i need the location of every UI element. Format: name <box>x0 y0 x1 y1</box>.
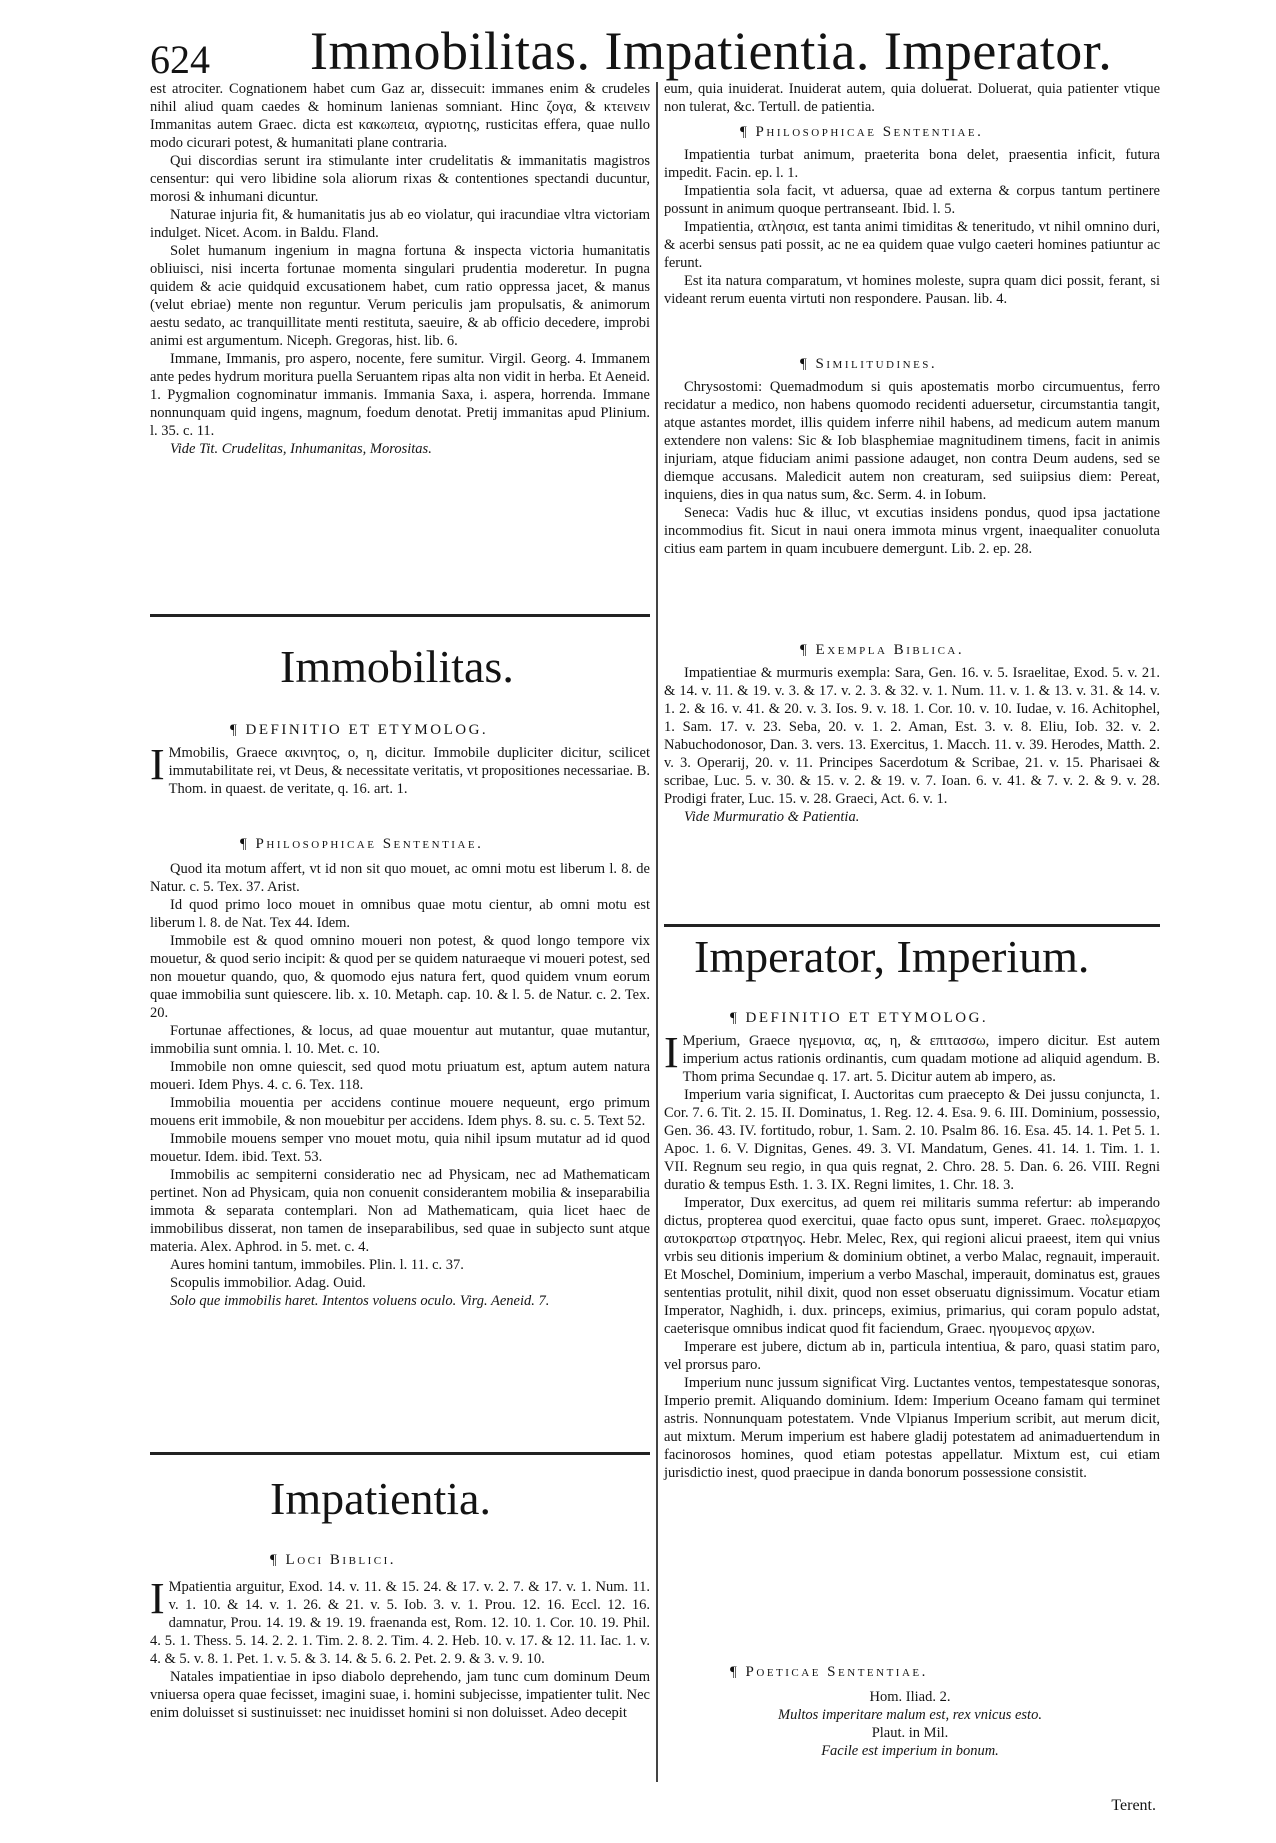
paragraph: Qui discordias serunt ira stimulante inter crudelitatis & immanitatis magistros censentur: qui vero libidine sola aliorum rixas & contentiones spectandi ducuntur, morosi & inhumani dicuntur. <box>150 153 650 205</box>
drop-cap: I <box>150 740 165 789</box>
paragraph: Quod ita motum affert, vt id non sit quo mouet, ac omni motu est liberum l. 8. de Natur. c. 5. Tex. 37. Arist. <box>150 861 650 895</box>
paragraph: Scopulis immobilior. Adag. Ouid. <box>170 1275 366 1291</box>
paragraph: Immobile est & quod omnino moueri non potest, & quod longo tempore vix mouetur, & quod serio incipit: & quod per se quidem naturaeque vi moueri potest, sed non mouetur quando, quo, & quomodo ejus natura fert, quod quidem vnum eorum quae immobilia sunt quiescere. lib. x. 10. Metaph. cap. 10. & l. 5. de Natur. c. 2. Tex. 20. <box>150 933 650 1021</box>
definition-heading: ¶ DEFINITIO ET ETYMOLOG. <box>730 1010 989 1026</box>
immobilitas-sententiae <box>150 860 650 1310</box>
philosophy-heading: ¶ Philosophicae Sententiae. <box>740 124 984 140</box>
cross-reference: Vide Tit. Crudelitas, Inhumanitas, Morositas. <box>170 441 432 457</box>
paragraph: Immobilis ac sempiterni consideratio nec ad Physicam, nec ad Mathematicam pertinet. Non ad Physicam, quia non conuenit considerantem mobilia & inseparabilia immota & separata contemplari. Non ad Mathematicam, quia licet haec de immobilibus disserat, non tamen de inseparabilibus, sed quae in subjecto sunt atque materia. Alex. Aphrod. in 5. met. c. 4. <box>150 1167 650 1255</box>
right-column-intro <box>664 80 1160 116</box>
page-header <box>150 18 1150 84</box>
paragraph: Solo que immobilis haret. Intentos voluens oculo. Virg. Aeneid. 7. <box>170 1293 550 1309</box>
definition-text: Mperium, Graece ηγεμονια, ας, η, & επιτασσω, impero dicitur. Est autem imperium actus rationis ordinantis, cum quadam motione ad aliquid agendum. B. Thom prima Secundae q. 17. art. 5. Dicitur autem ab impero, as. <box>682 1033 1160 1085</box>
exempla-biblica <box>664 664 1160 826</box>
imperator-definition <box>664 1028 1160 1482</box>
paragraph: Seneca: Vadis huc & illuc, vt excutias insidens pondus, quod ipsa jactatione incommodius fit. Sicut in naui onera immota minus vrgent, inaequaliter conuoluta citius eam partem in quam incubuere demergunt. Lib. 2. ep. 28. <box>664 505 1160 557</box>
page-number: 624 <box>150 37 210 82</box>
poetic-heading: ¶ Poeticae Sententiae. <box>730 1664 928 1680</box>
paragraph: Est ita natura comparatum, vt homines moleste, supra quam dici possit, ferant, si videant rerum euenta virtuti non respondere. Pausan. lib. 4. <box>664 273 1160 307</box>
verse-line: Facile est imperium in bonum. <box>821 1743 999 1759</box>
drop-cap: I <box>150 1574 165 1623</box>
paragraph: est atrociter. Cognationem habet cum Gaz ar, dissecuit: immanes enim & crudeles nihil aliud quam caedes & hominum lanienas somniant. Hinc ζογα, & κτεινειν Immanitas autem Graec. dicta est κακωπεια, αγριοτης, rusticitas effera, quae nullo modo cicurari potest, & humanitati plane contraria. <box>150 81 650 151</box>
exempla-heading: ¶ Exempla Biblica. <box>800 642 965 658</box>
paragraph: Naturae injuria fit, & humanitatis jus ab eo violatur, qui iracundiae vltra victoriam indulget. Nicet. Acom. in Baldu. Fland. <box>150 207 650 241</box>
impatientia-loci <box>150 1574 650 1722</box>
column-separator <box>656 82 658 1782</box>
paragraph: Immobilia mouentia per accidens continue mouere nequeunt, ergo primum mouens erit immobile, & non mouebitur per accidens. Idem phys. 8. su. c. 5. Text 52. <box>150 1095 650 1129</box>
poetic-verses <box>740 1688 1080 1760</box>
paragraph: Impatientiae & murmuris exempla: Sara, Gen. 16. v. 5. Israelitae, Exod. 5. v. 21. & 14. v. 11. & 19. v. 3. & 17. v. 2. 3. & 32. v. 1. Num. 11. v. 1. & 13. v. 31. & 14. v. 1. 2. & 16. v. 41. & 20. v. 3. Ios. 9. v. 18. 1. Cor. 10. v. 10. Iudae, v. 16. Achitophel, 1. Sam. 17. v. 23. Seba, 20. v. 1. 2. Aman, Est. 3. v. 8. Eliu, Iob. 32. v. 2. Nabuchodonosor, Dan. 3. vers. 13. Exercitus, 1. Macch. 11. v. 39. Herodes, Matth. 2. v. 3. Operarij, 20. v. 11. Principes Sacerdotum & Scribae, 21. v. 15. Pharisaei & scribae, Luc. 5. v. 30. & 15. v. 2. & 19. v. 7. Ioan. 6. v. 41. & 7. v. 2. & 9. v. 28. Prodigi frater, Luc. 15. v. 28. Graeci, Act. 6. v. 1. <box>664 665 1160 807</box>
catchword: Terent. <box>1111 1797 1156 1814</box>
paragraph: Natales impatientiae in ipso diabolo deprehendo, jam tunc cum dominum Deum vniuersa opera quae fecisset, imagini suae, i. homini subjecisse, impatienter tulit. Nec enim doluisset si sustinuisset: nec inuidisset homini si non doluisset. Adeo decepit <box>150 1669 650 1721</box>
drop-cap: I <box>664 1028 679 1077</box>
section-title-impatientia: Impatientia. <box>270 1473 491 1524</box>
philosophy-heading: ¶ Philosophicae Sententiae. <box>240 836 484 852</box>
paragraph: Immobile mouens semper vno mouet motu, quia nihil ipsum mutatur ad id quod mouetur. Idem. ibid. Text. 53. <box>150 1131 650 1165</box>
paragraph: Imperator, Dux exercitus, ad quem rei militaris summa refertur: ab imperando dictus, propterea quod exercitui, quae facto opus sunt, imperet. Graec. πολεμαρχος αυτοκρατωρ στρατηγος. Hebr. Melec, Rex, qui regioni alicui praeest, item qui vnius vrbis seu ditionis imperium & dominium obtinet, a verbo Malac, regnauit, imperauit. Et Moschel, Dominium, imperium a verbo Maschal, imperauit, dominatus est, graues sententias protulit, nihil dixit, quod non esset obseruatu dignissimum. Vocatur etiam Imperator, Naghidh, i. dux. princeps, eximius, primarius, qui coram populo adstat, caeterisque omnibus indicat quod fit faciendum, Graec. ηγουμενος αρχων. <box>664 1195 1160 1337</box>
immobilitas-definition <box>150 740 650 798</box>
paragraph: eum, quia inuiderat. Inuiderat autem, quia doluerat. Doluerat, quia patienter vtique non tulerat, &c. Tertull. de patientia. <box>664 81 1160 115</box>
paragraph: Impatientia sola facit, vt aduersa, quae ad externa & corpus tantum pertinere possunt in animum quoque pertranseant. Ibid. l. 5. <box>664 183 1160 217</box>
similitudines <box>664 378 1160 558</box>
section-rule <box>664 924 1160 927</box>
impatientia-sententiae <box>664 146 1160 308</box>
paragraph: Impatientia, ατλησια, est tanta animi timiditas & teneritudo, vt nihil omnino duri, & acerbi sensus pati possit, ac ne ea quidem quae vulgo caeteri homines patiuntur ac ferunt. <box>664 219 1160 271</box>
paragraph: Id quod primo loco mouet in omnibus quae motu cientur, ab omni motu est liberum l. 8. de Nat. Tex 44. Idem. <box>150 897 650 931</box>
section-rule <box>150 1452 650 1455</box>
definition-text: Mmobilis, Graece ακινητος, ο, η, dicitur. Immobile dupliciter dicitur, scilicet immutabilitate rei, vt Deus, & necessitate veritatis, vt propositiones necessariae. B. Thom. in quaest. de veritate, q. 16. art. 1. <box>168 745 650 797</box>
section-title-imperator: Imperator, Imperium. <box>694 931 1090 982</box>
loci-text: Mpatientia arguitur, Exod. 14. v. 11. & 15. 24. & 17. v. 2. 7. & 17. v. 1. Num. 11. v. 1. 10. & 14. v. 1. 26. & 21. v. 5. Iob. 3. v. 1. Prou. 12. 16. Eccl. 12. 16. damnatur, Prou. 14. 19. & 19. 19. fraenanda est, Rom. 12. 10. 1. Cor. 10. 19. Phil. 4. 5. 1. Thess. 5. 14. 2. 2. 1. Tim. 2. 8. 2. Tim. 4. 2. Heb. 10. v. 17. & 12. 11. Iac. 1. v. 4. & 5. v. 8. 1. Pet. 1. v. 5. & 3. 14. & 5. 6. 2. Pet. 2. 9. & 3. v. 9. 10. <box>150 1579 650 1667</box>
paragraph: Impatientia turbat animum, praeterita bona delet, praesentia inficit, futura impedit. Facin. ep. l. 1. <box>664 147 1160 181</box>
paragraph: Fortunae affectiones, & locus, ad quae mouentur aut mutantur, quae mutantur, immobilia sunt omnia. l. 10. Met. c. 10. <box>150 1023 650 1057</box>
cross-reference: Vide Murmuratio & Patientia. <box>684 809 860 825</box>
verse-source: Plaut. in Mil. <box>871 1725 949 1741</box>
section-title-immobilitas: Immobilitas. <box>280 641 514 692</box>
paragraph: Imperium varia significat, I. Auctoritas cum praecepto & Dei jussu conjuncta, 1. Cor. 7. 6. Tit. 2. 15. II. Dominatus, 1. Reg. 12. 4. Esa. 9. 6. III. Dominium, possessio, Gen. 36. 43. IV. fortitudo, robur, 1. Sam. 2. 10. Psalm 86. 16. Esa. 45. 14. 1. Pet 5. 1. Apoc. 1. 6. V. Dignitas, Genes. 49. 3. VI. Mandatum, Genes. 41. 14. 1. Tim. 1. 1. VII. Regnum seu regio, in qua quis regnat, 2. Chro. 28. 5. Dan. 6. 26. VIII. Regni duratio & tempus Esth. 1. 3. IX. Regni limites, 1. Chr. 18. 3. <box>664 1087 1160 1193</box>
left-column-intro <box>150 80 650 458</box>
section-rule <box>150 614 650 617</box>
definition-heading: ¶ DEFINITIO ET ETYMOLOG. <box>230 722 489 738</box>
loci-biblici-heading: ¶ Loci Biblici. <box>270 1552 397 1568</box>
paragraph: Immane, Immanis, pro aspero, nocente, fere sumitur. Virgil. Georg. 4. Immanem ante pedes hydrum moritura puella Seruantem ripas alta non vidit in herba. Et Aeneid. 1. Pygmalion cognominatur immanis. Immania Saxa, i. aspera, horrenda. Immane nonnunquam quid ingens, magnum, foedum denotat. Pretij immanitas apud Plinium. l. 35. c. 11. <box>150 351 650 439</box>
verse-line: Multos imperitare malum est, rex vnicus esto. <box>778 1707 1042 1723</box>
paragraph: Imperium nunc jussum significat Virg. Luctantes ventos, tempestatesque sonoras, Imperio premit. Aliquando dominium. Idem: Imperium Oceano famam qui terminet astris. Nonnunquam potestatem. Vnde Vlpianus Imperium scribit, aut merum dicit, aut mixtum. Merum imperium est habere gladij potestatem ad animaduertendum in facinorosos homines, quod etiam potestas appellatur. Mixtum est, cui etiam jurisdictio inest, quod praecipue in danda bonorum possessione consistit. <box>664 1375 1160 1481</box>
paragraph: Aures homini tantum, immobiles. Plin. l. 11. c. 37. <box>170 1257 464 1273</box>
verse-source: Hom. Iliad. 2. <box>869 1689 951 1705</box>
paragraph: Immobile non omne quiescit, sed quod motu priuatum est, aptum autem natura moueri. Idem Phys. 4. c. 6. Tex. 118. <box>150 1059 650 1093</box>
paragraph: Solet humanum ingenium in magna fortuna & inspecta victoria humanitatis obliuisci, nisi incerta fortunae momenta singulari prudentia moderetur. In pugna quidem & acie quidquid excusationem habet, cum ratio oppressa jacet, & manus (velut ebriae) mente non reguntur. Verum periculis jam propulsatis, & animorum aestu sedato, ac tranquillitate menti restituta, saeuire, & ab officio decedere, improbi animi est argumentum. Niceph. Gregoras, hist. lib. 6. <box>150 243 650 349</box>
paragraph: Chrysostomi: Quemadmodum si quis apostematis morbo circumuentus, ferro recidatur a medico, non habens quomodo recidenti aduersetur, circumstantia tangit, atque astantes mordet, illis quidem inferre nihil habens, ad medicum autem manum extendere non valens: Sic & Iob blasphemiae magnitudinem timens, facit in animis injuriam, atque fiduciam animi passione adauget, non contra Deum audens, sed se diemque accusans. Maledicit autem non creaturam, sed suiipsius diem: Pereat, inquiens, dies in qua natus sum, &c. Serm. 4. in Iobum. <box>664 379 1160 503</box>
running-title: Immobilitas. Impatientia. Imperator. <box>310 21 1113 81</box>
similitudines-heading: ¶ Similitudines. <box>800 356 938 372</box>
paragraph: Imperare est jubere, dictum ab in, particula intentiua, & paro, quasi statim paro, vel prorsus paro. <box>664 1339 1160 1373</box>
